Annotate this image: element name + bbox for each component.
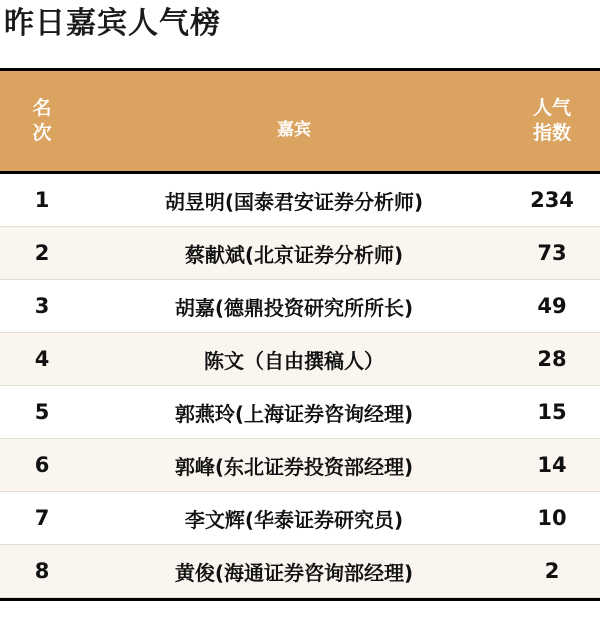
cell-rank: 5 <box>34 400 50 424</box>
cell-guest: 蔡献斌(北京证券分析师) <box>184 242 404 267</box>
column-header-rank-line1: 名 <box>32 97 52 119</box>
cell-score: 49 <box>537 294 567 318</box>
column-header-rank <box>0 96 84 146</box>
column-header-rank-line2: 次 <box>32 122 52 144</box>
cell-guest: 胡嘉(德鼎投资研究所所长) <box>174 295 414 320</box>
table-row <box>0 227 600 280</box>
cell-score: 73 <box>537 241 567 265</box>
cell-score: 2 <box>544 559 560 583</box>
bottom-divider <box>0 598 600 601</box>
cell-score: 14 <box>537 453 567 477</box>
cell-rank: 1 <box>34 188 50 212</box>
table-row <box>0 492 600 545</box>
column-header-score-line1: 人气 <box>532 97 571 119</box>
cell-rank: 8 <box>34 559 50 583</box>
table-row <box>0 386 600 439</box>
cell-rank: 2 <box>34 241 50 265</box>
table-row <box>0 280 600 333</box>
cell-guest: 李文辉(华泰证券研究员) <box>184 507 404 532</box>
table-row <box>0 439 600 492</box>
cell-score: 15 <box>537 400 567 424</box>
page-title: 昨日嘉宾人气榜 <box>4 6 221 41</box>
table-row <box>0 174 600 227</box>
cell-score: 10 <box>537 506 567 530</box>
cell-rank: 6 <box>34 453 50 477</box>
column-header-guest: 嘉宾 <box>277 120 311 140</box>
table-header-row <box>0 71 600 171</box>
cell-score: 28 <box>537 347 567 371</box>
cell-score: 234 <box>530 188 574 212</box>
cell-rank: 3 <box>34 294 50 318</box>
cell-guest: 陈文（自由撰稿人） <box>204 348 384 373</box>
cell-guest: 郭峰(东北证券投资部经理) <box>174 454 414 479</box>
column-header-score-line2: 指数 <box>532 122 571 144</box>
table-row <box>0 333 600 386</box>
cell-guest: 胡昱明(国泰君安证券分析师) <box>164 189 424 214</box>
table-row <box>0 545 600 598</box>
cell-rank: 4 <box>34 347 50 371</box>
cell-guest: 郭燕玲(上海证券咨询经理) <box>174 401 414 426</box>
column-header-score <box>504 96 600 146</box>
cell-rank: 7 <box>34 506 50 530</box>
cell-guest: 黄俊(海通证券咨询部经理) <box>174 560 414 585</box>
